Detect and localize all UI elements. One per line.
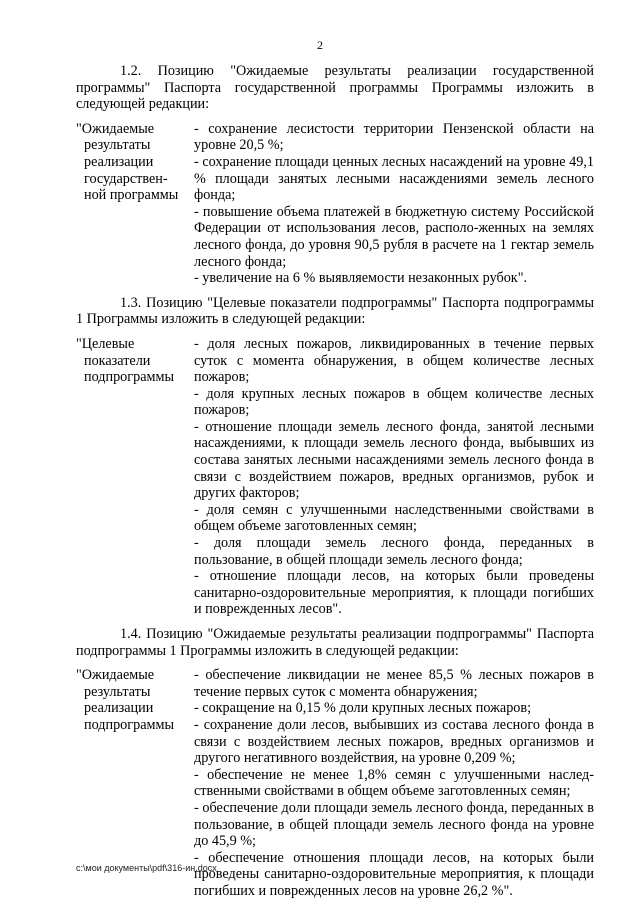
label-line: результаты (84, 137, 151, 154)
list-item: - обеспечение ликвидации не менее 85,5 % лесных пожаров в течение первых суток с момента обнаружения; (194, 667, 594, 700)
section-intro: 1.2. Позицию "Ожидаемые результаты реализации государственной программы" Паспорта государственной программы Программы изложить в следующей редакции: (76, 63, 594, 113)
list-item: - отношение площади лесов, на которых были проведены санитарно-оздоровительные мероприятия, к площади погибших и поврежденных лесов". (194, 568, 594, 618)
file-path-footer: c:\мои документы\pdf\316-ин.docx (76, 863, 217, 873)
list-item: - увеличение на 6 % выявляемости незаконных рубок". (194, 270, 528, 287)
position-row (76, 121, 594, 287)
list-item: - повышение объема платежей в бюджетную систему Российской Федерации от использования лесов, располо-женных на землях лесного фонда, до уровня 90,5 рубля в расчете на 1 гектар земель лесного фонда; (194, 203, 594, 270)
list-item: - доля площади земель лесного фонда, переданных в пользование, в общей площади земель лесного фонда; (194, 535, 594, 568)
label-line: государствен- (84, 170, 168, 187)
position-items (194, 121, 594, 287)
document-body (76, 63, 594, 908)
label-line: "Целевые (76, 335, 135, 352)
page-number: 2 (317, 38, 323, 52)
list-item: - сохранение лесистости территории Пензенской области на уровне 20,5 %; (194, 120, 594, 154)
label-line: реализации (84, 153, 154, 170)
list-item: - сохранение площади ценных лесных насаждений на уровне 49,1 % площади занятых лесными насаждениями земель лесного фонда; (194, 153, 594, 204)
section-intro: 1.3. Позицию "Целевые показатели подпрограммы" Паспорта подпрограммы 1 Программы изложить в следующей редакции: (76, 294, 594, 328)
list-item: - обеспечение доли площади земель лесного фонда, переданных в пользование, в общей площади земель лесного фонда на уровне до 45,9 %; (194, 799, 594, 850)
list-item: - обеспечение отношения площади лесов, на которых были проведены санитарно-оздоровительные мероприятия, к площади погибших и поврежденных лесов на уровне 26,2 %". (194, 849, 594, 899)
list-item: - доля семян с улучшенными наследственными свойствами в общем объеме заготовленных семян; (194, 501, 594, 535)
list-item: - обеспечение не менее 1,8% семян с улучшенными наслед-ственными свойствами в общем объеме заготовленных семян; (194, 766, 594, 800)
position-label (76, 121, 194, 287)
position-items (194, 336, 594, 618)
label-line: показатели (84, 352, 151, 369)
label-line: "Ожидаемые (76, 667, 155, 684)
list-item: - доля крупных лесных пожаров в общем количестве лесных пожаров; (194, 385, 594, 419)
list-item: - отношение площади земель лесного фонда, занятой лесными насаждениями, к площади земель лесного фонда, выбывших из состава занятых лесными насаждениями земель лесного фонда в связи с воздействием пожаров, вредных организмов, рубок и других факторов; (194, 418, 594, 502)
list-item: - сохранение доли лесов, выбывших из состава лесного фонда в связи с воздействием лесных пожаров, вредных организмов и другого негативного воздействия, на уровне 0,209 %; (194, 716, 594, 767)
section-intro: 1.4. Позицию "Ожидаемые результаты реализации подпрограммы" Паспорта подпрограммы 1 Программы изложить в следующей редакции: (76, 626, 594, 659)
label-line: "Ожидаемые (76, 120, 155, 137)
label-line: реализации (84, 700, 154, 717)
label-line: подпрограммы (84, 369, 174, 386)
list-item: - доля лесных пожаров, ликвидированных в течение первых суток с момента обнаружения, в общем количестве лесных пожаров; (194, 335, 594, 386)
position-items (194, 667, 594, 899)
list-item: - сокращение на 0,15 % доли крупных лесных пожаров; (194, 700, 532, 717)
position-label (76, 336, 194, 618)
label-line: подпрограммы (84, 716, 174, 733)
position-row (76, 336, 594, 618)
label-line: ной программы (84, 187, 179, 204)
label-line: результаты (84, 683, 151, 700)
